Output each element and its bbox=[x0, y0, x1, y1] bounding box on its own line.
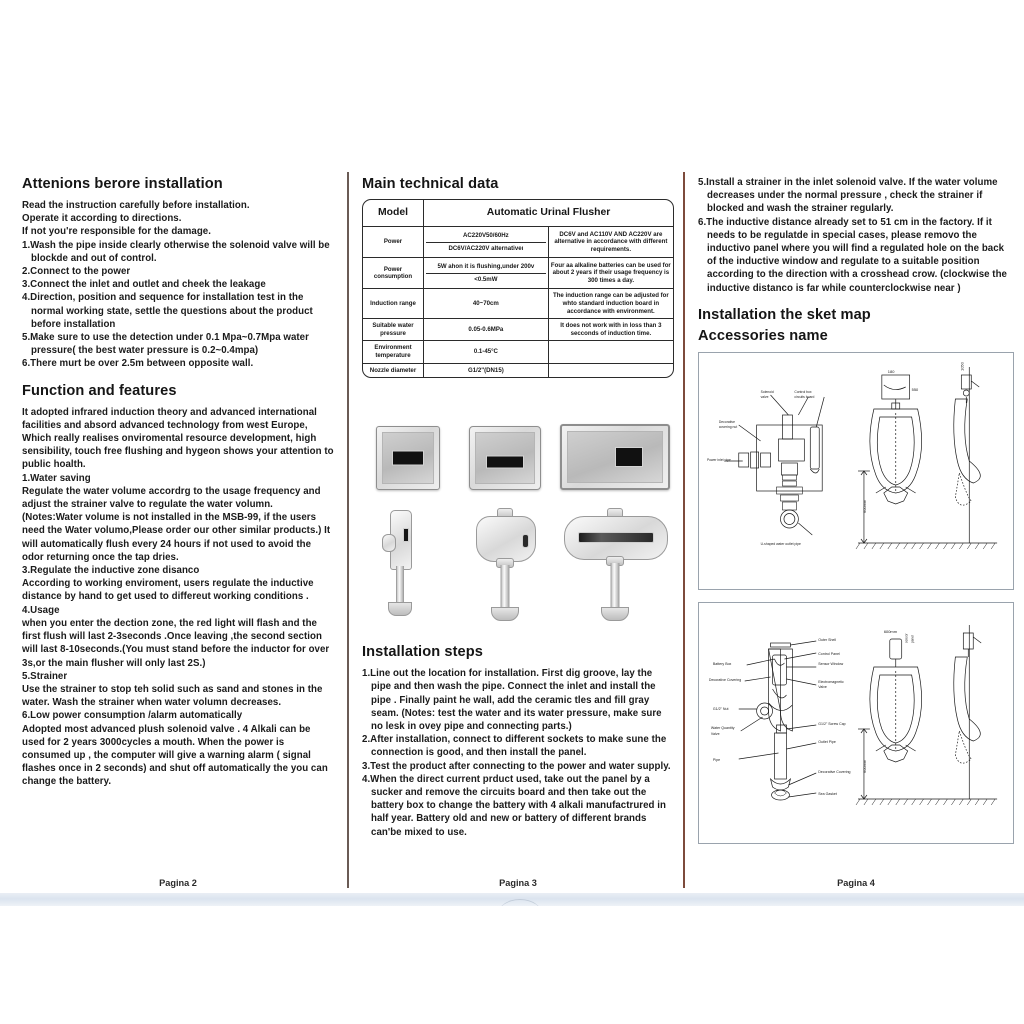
svg-text:circuits board: circuits board bbox=[794, 394, 815, 399]
dim-height: 600mm bbox=[861, 759, 867, 773]
part-label: Water Quantity bbox=[710, 725, 735, 730]
part-label: Electromagnetic bbox=[818, 679, 844, 684]
part-label: Decorative Covering bbox=[818, 769, 851, 774]
row-label: Power bbox=[363, 227, 424, 258]
svg-text:panel: panel bbox=[910, 635, 915, 643]
product-photo bbox=[456, 426, 554, 490]
row-note bbox=[548, 341, 673, 363]
sensor-panel-square-icon bbox=[376, 426, 440, 490]
row-label: Nozzle diameter bbox=[363, 363, 424, 377]
sensor-panel-rect-icon bbox=[560, 424, 670, 490]
row-note: The induction range can be adjusted for whto standard induction board in accordance with environment. bbox=[548, 289, 673, 319]
row-value: 0.05-0.6MPa bbox=[424, 319, 549, 341]
row-value-line: <0.5mW bbox=[474, 275, 498, 283]
part-label: Outer Shell bbox=[818, 637, 837, 642]
footer-page-4: Pagina 4 bbox=[837, 878, 875, 888]
left-para: It adopted infrared induction theory and advanced international facilities and absord advanced technology from west Europe, Which really realises onviromental resource development, high sensibility, touch free flushing and hygeon shows your attention to public hoalth. bbox=[22, 406, 334, 471]
diagram-rough-in bbox=[698, 352, 1014, 590]
row-note: It does not work with in loss than 3 secconds of induction time. bbox=[548, 319, 673, 341]
part-label: G1/2" Nut bbox=[712, 706, 729, 711]
part-label: Battery Box bbox=[712, 661, 732, 666]
left-para: 3.Connect the inlet and outlet and cheek the leakage bbox=[22, 279, 266, 291]
flusher-rounded-icon bbox=[456, 504, 554, 626]
part-label: Valve bbox=[818, 684, 827, 689]
product-photo bbox=[362, 504, 454, 626]
left-para: Adopted most advanced plush solenoid valve . 4 Alkali can be used for 2 years 3000cycles a mouth. When the power is consumed up , the computer will give a warning alarm ( signal flashes once in 2 seconds) and shut off automatically the you can change the battery. bbox=[22, 723, 328, 788]
product-photo bbox=[556, 424, 674, 490]
product-photo bbox=[362, 426, 454, 490]
table-row bbox=[363, 319, 673, 341]
part-label: G1/2" Screw Cap bbox=[818, 721, 846, 726]
row-note: DC6V and AC110V AND AC220V are alternative in accordance with different requirements. bbox=[548, 227, 673, 258]
footer-page-2: Pagina 2 bbox=[159, 878, 197, 888]
mid-heading-technical-data: Main technical data bbox=[362, 176, 499, 192]
right-para: 6.The inductive distance already set to 51 cm in the factory. If it needs to be regulatde in special cases, please removo the inductivo panel where you will find a regulated hole on the back of the inductive window and regulate to a suitable position according to the direction with a crosshead crow. (clockwise the inductive distanco is far while counterclockwise near ) bbox=[698, 216, 1007, 294]
dim-height: 600mm bbox=[861, 499, 867, 513]
row-value: G1/2"(DN15) bbox=[424, 363, 549, 377]
part-label: Control Panel bbox=[818, 651, 840, 656]
svg-text:Decorative: Decorative bbox=[718, 419, 735, 424]
part-label: Sea Gasket bbox=[818, 791, 837, 796]
left-para: 5.Make sure to use the detection under 0.1 Mpa~0.7Mpa water pressure( the best water pressure is 0.2~0.4mpa) bbox=[22, 332, 309, 357]
svg-text:U-shaped water outlet pipe: U-shaped water outlet pipe bbox=[760, 541, 801, 546]
left-para: Operate it according to directions. bbox=[22, 213, 182, 225]
column-left bbox=[22, 176, 334, 789]
svg-text:sensor: sensor bbox=[904, 633, 909, 643]
column-right bbox=[698, 176, 1014, 844]
part-label: Outlet Pipe bbox=[818, 739, 836, 744]
install-step: 1.Line out the location for installation. First dig groove, lay the pipe and then wash the pipe. Connect the inlet and install the pipe . Finally paint he wall, add the ceramic tles and fill gray seam. (Notes: test the water and its water pressure, make sure no lesk in ovey pipe and connecting parts.) bbox=[362, 668, 662, 732]
svg-text:covering nut: covering nut bbox=[718, 424, 738, 429]
dim-top: 180 bbox=[887, 368, 895, 374]
technical-data-table bbox=[362, 199, 674, 378]
row-label: Environment temperature bbox=[363, 341, 424, 363]
left-para: 6.There murt be over 2.5m between opposite wall. bbox=[22, 358, 254, 370]
column-divider-right bbox=[683, 172, 685, 888]
table-row bbox=[363, 289, 673, 319]
svg-text:Solenoid: Solenoid bbox=[760, 389, 774, 394]
left-para: Regulate the water volume accordrg to the usage frequency and adjust the strainer valve to regulate the water volumn. (Notes:Water volume is not installed in the MSB-99, if the users need the Water volumo,Please order our other similar products.) It will automatically flush every 24 hours if not used to avoid the odor returning once the tap dries. bbox=[22, 485, 331, 563]
table-header-product: Automatic Urinal Flusher bbox=[424, 200, 674, 227]
svg-text:Control box: Control box bbox=[794, 389, 812, 394]
row-note bbox=[548, 363, 673, 377]
install-step: 2.After installation, connect to different sockets to make sune the connection is good, and then install the panel. bbox=[362, 734, 667, 759]
row-label: Induction range bbox=[363, 289, 424, 319]
table-row bbox=[363, 258, 673, 289]
row-value-line: 5W ahon it is flushing,under 200v bbox=[426, 261, 546, 274]
left-heading-function: Function and features bbox=[22, 382, 177, 399]
footer-page-3: Pagina 3 bbox=[499, 878, 537, 888]
row-label: Power consumption bbox=[363, 258, 424, 289]
install-step: 4.When the direct current prduct used, take out the panel by a sucker and remove the circuits board and then take out the battery box to change the battery with 4 alkali manufactrured in half year. Battery old and new or battery of different brands can'be mixed to use. bbox=[362, 773, 666, 838]
left-para: 4.Usage bbox=[22, 604, 60, 616]
right-heading-sketmap: Installation the sket map bbox=[698, 306, 871, 323]
left-para: 6.Low power consumption /alarm automatically bbox=[22, 710, 243, 722]
part-label: Sensor Window bbox=[818, 661, 844, 666]
table-row bbox=[363, 363, 673, 377]
photo-row-flushers bbox=[362, 504, 674, 626]
install-step: 3.Test the product after connecting to the power and water supply. bbox=[362, 760, 671, 772]
table-header-row bbox=[363, 200, 673, 227]
svg-text:Power inlet pipe: Power inlet pipe bbox=[706, 457, 731, 462]
right-para: 5.Install a strainer in the inlet solenoid valve. If the water volume decreases under the normal pressure , check the strainer if blocked and wash the strainer regularly. bbox=[698, 177, 998, 215]
diagram-accessories bbox=[698, 602, 1014, 844]
photo-row-panels bbox=[362, 394, 674, 490]
product-photo bbox=[456, 504, 554, 626]
left-heading-attentions: Attenions berore installation bbox=[22, 176, 223, 192]
left-para: 1.Water saving bbox=[22, 472, 91, 484]
left-para: 2.Connect to the power bbox=[22, 266, 131, 278]
left-para: 3.Regulate the inductive zone disanco bbox=[22, 565, 200, 577]
part-label: Decorative Covering bbox=[708, 677, 742, 682]
left-para: 4.Direction, position and sequence for installation test in the normal working state, settle the questions about the product before installation bbox=[22, 292, 313, 330]
left-para: Read the instruction carefully before installation. bbox=[22, 200, 250, 211]
svg-text:valve: valve bbox=[760, 394, 769, 399]
product-photo bbox=[556, 504, 674, 626]
left-para: Use the strainer to stop teh solid such as sand and stones in the water. Wash the strainer when water volumn decreases. bbox=[22, 683, 323, 709]
part-label: Pipe bbox=[712, 757, 721, 762]
diagram-rough-in-svg bbox=[699, 353, 1013, 589]
bottom-white-margin bbox=[0, 906, 1024, 1024]
flusher-slim-icon bbox=[362, 504, 454, 626]
mid-heading-installation-steps: Installation steps bbox=[362, 644, 484, 661]
svg-text:1050: 1050 bbox=[959, 361, 965, 371]
flusher-wide-icon bbox=[556, 504, 674, 626]
part-label: Valve bbox=[710, 731, 720, 736]
row-value-line: AC220V50/60Hz bbox=[426, 230, 546, 243]
diagram-accessories-svg bbox=[699, 603, 1013, 843]
dim-top: 600mm bbox=[883, 628, 898, 634]
left-para: when you enter the dection zone, the red light will flash and the first flush will last 2-3seconds .Once leaving ,the second section will last 8-10seconds.(You must stand before the inductor for over 3s,or the main flusher will only last 2S.) bbox=[22, 617, 330, 669]
row-value bbox=[424, 258, 549, 289]
row-value bbox=[424, 227, 549, 258]
table-header-model: Model bbox=[363, 200, 424, 227]
row-value: 40~70cm bbox=[424, 289, 549, 319]
left-para: 1.Wash the pipe inside clearly otherwise the solenoid valve will be blockde and out of control. bbox=[22, 239, 330, 264]
dim-side: 550 bbox=[911, 386, 919, 392]
sensor-panel-wide-icon bbox=[469, 426, 541, 490]
table-row bbox=[363, 227, 673, 258]
left-para: According to working enviroment, users regulate the inductive distance by hand to get used to differeut working conditions . bbox=[22, 578, 314, 603]
column-middle bbox=[362, 176, 674, 839]
right-heading-accessories: Accessories name bbox=[698, 327, 828, 344]
row-label: Suitable water pressure bbox=[363, 319, 424, 341]
product-photo-grid bbox=[362, 394, 674, 626]
left-para: 5.Strainer bbox=[22, 670, 68, 682]
row-note: Four aa alkaline batteries can be used for about 2 years if their usage frequency is 300 times a day. bbox=[548, 258, 673, 289]
column-divider-left bbox=[347, 172, 349, 888]
left-para: If not you're responsible for the damage. bbox=[22, 226, 211, 238]
row-value-line: DC6V/AC220V alternativeı bbox=[448, 244, 524, 252]
table-row bbox=[363, 341, 673, 363]
row-value: 0.1-45°C bbox=[424, 341, 549, 363]
